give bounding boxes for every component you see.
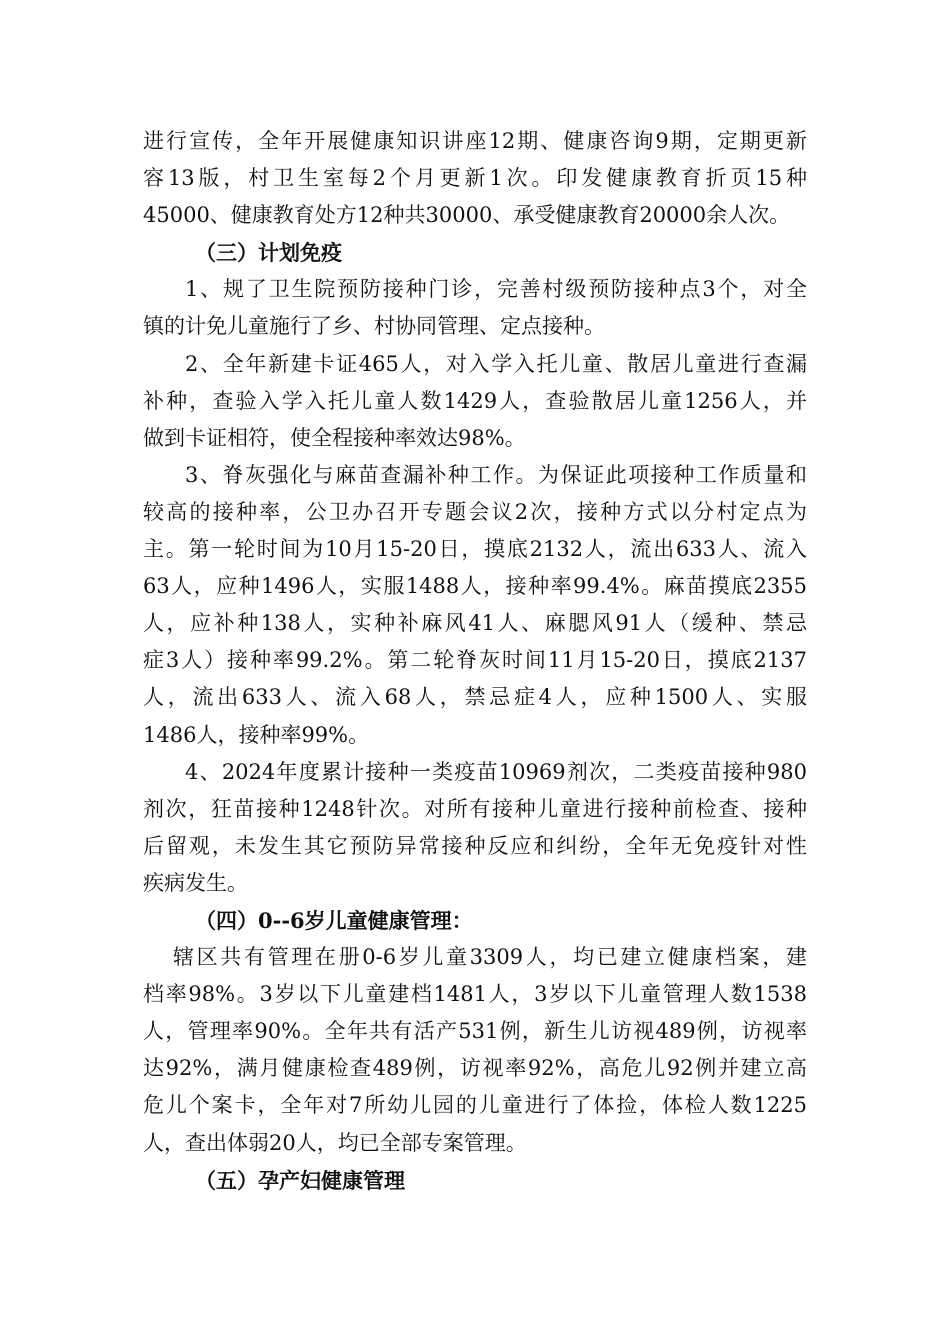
section-heading-maternal-health: （五）孕产妇健康管理 xyxy=(195,1167,405,1193)
body-text-line: 2、全年新建卡证465人，对入学入托儿童、散居儿童进行查漏 xyxy=(185,351,807,376)
body-text-line: 较高的接种率，公卫办召开专题会议2次，接种方式以分村定点为 xyxy=(143,499,807,524)
body-text-line: 达92%，满月健康检查489例，访视率92%，高危儿92例并建立高 xyxy=(143,1056,807,1081)
body-text-line: 主。第一轮时间为10月15-20日，摸底2132人，流出633人、流入 xyxy=(143,537,807,562)
body-text-line: 档率98%。3岁以下儿童建档1481人，3岁以下儿童管理人数1538 xyxy=(143,982,807,1007)
body-text-line: 补种，查验入学入托儿童人数1429人，查验散居儿童1256人，并 xyxy=(143,388,807,413)
body-text-line: 容13版，村卫生室每2个月更新1次。印发健康教育折页15种 xyxy=(143,166,807,191)
body-text-line: 危儿个案卡，全年对7所幼儿园的儿童进行了体捡，体检人数1225 xyxy=(143,1093,807,1118)
body-text-line: 疾病发生。 xyxy=(143,870,248,895)
body-text-line: 症3人）接种率99.2%。第二轮脊灰时间11月15-20日，摸底2137 xyxy=(143,648,807,673)
body-text-line: 人，流出633人、流入68人，禁忌症4人，应种1500人、实服 xyxy=(143,685,807,710)
body-text-line: 镇的计免儿童施行了乡、村协同管理、定点接种。 xyxy=(143,314,605,339)
section-heading-immunization: （三）计划免疫 xyxy=(195,240,342,266)
body-text-line: 做到卡证相符，使全程接种率效达98%。 xyxy=(143,425,526,450)
body-text-line: 人，管理率90%。全年共有活产531例，新生儿访视489例，访视率 xyxy=(143,1019,807,1044)
body-text-line: 63人，应种1496人，实服1488人，接种率99.4%。麻苗摸底2355 xyxy=(143,574,807,599)
body-text-line: 剂次，狂苗接种1248针次。对所有接种儿童进行接种前检查、接种 xyxy=(143,796,807,821)
body-text-line: 后留观，未发生其它预防异常接种反应和纠纷，全年无免疫针对性 xyxy=(143,833,807,858)
body-text-line: 进行宣传，全年开展健康知识讲座12期、健康咨询9期，定期更新 xyxy=(143,129,807,153)
section-heading-child-health: （四）0--6岁儿童健康管理： xyxy=(195,907,473,933)
body-text-line: 45000、健康教育处方12种共30000、承受健康教育20000余人次。 xyxy=(143,203,791,228)
body-text-line: 4、2024年度累计接种一类疫苗10969剂次，二类疫苗接种980 xyxy=(185,759,807,784)
body-text-line: 3、脊灰强化与麻苗查漏补种工作。为保证此项接种工作质量和 xyxy=(185,462,807,487)
body-text-line: 1486人，接种率99%。 xyxy=(143,722,370,747)
body-text-line: 辖区共有管理在册0-6岁儿童3309人，均已建立健康档案，建 xyxy=(173,945,807,970)
body-text-line: 1、规了卫生院预防接种门诊，完善村级预防接种点3个，对全 xyxy=(185,277,807,302)
document-body xyxy=(143,123,807,1199)
body-text-line: 人，应补种138人，实种补麻风41人、麻腮风91人（缓种、禁忌 xyxy=(143,611,807,636)
body-text-line: 人，查出体弱20人，均已全部专案管理。 xyxy=(143,1130,527,1155)
